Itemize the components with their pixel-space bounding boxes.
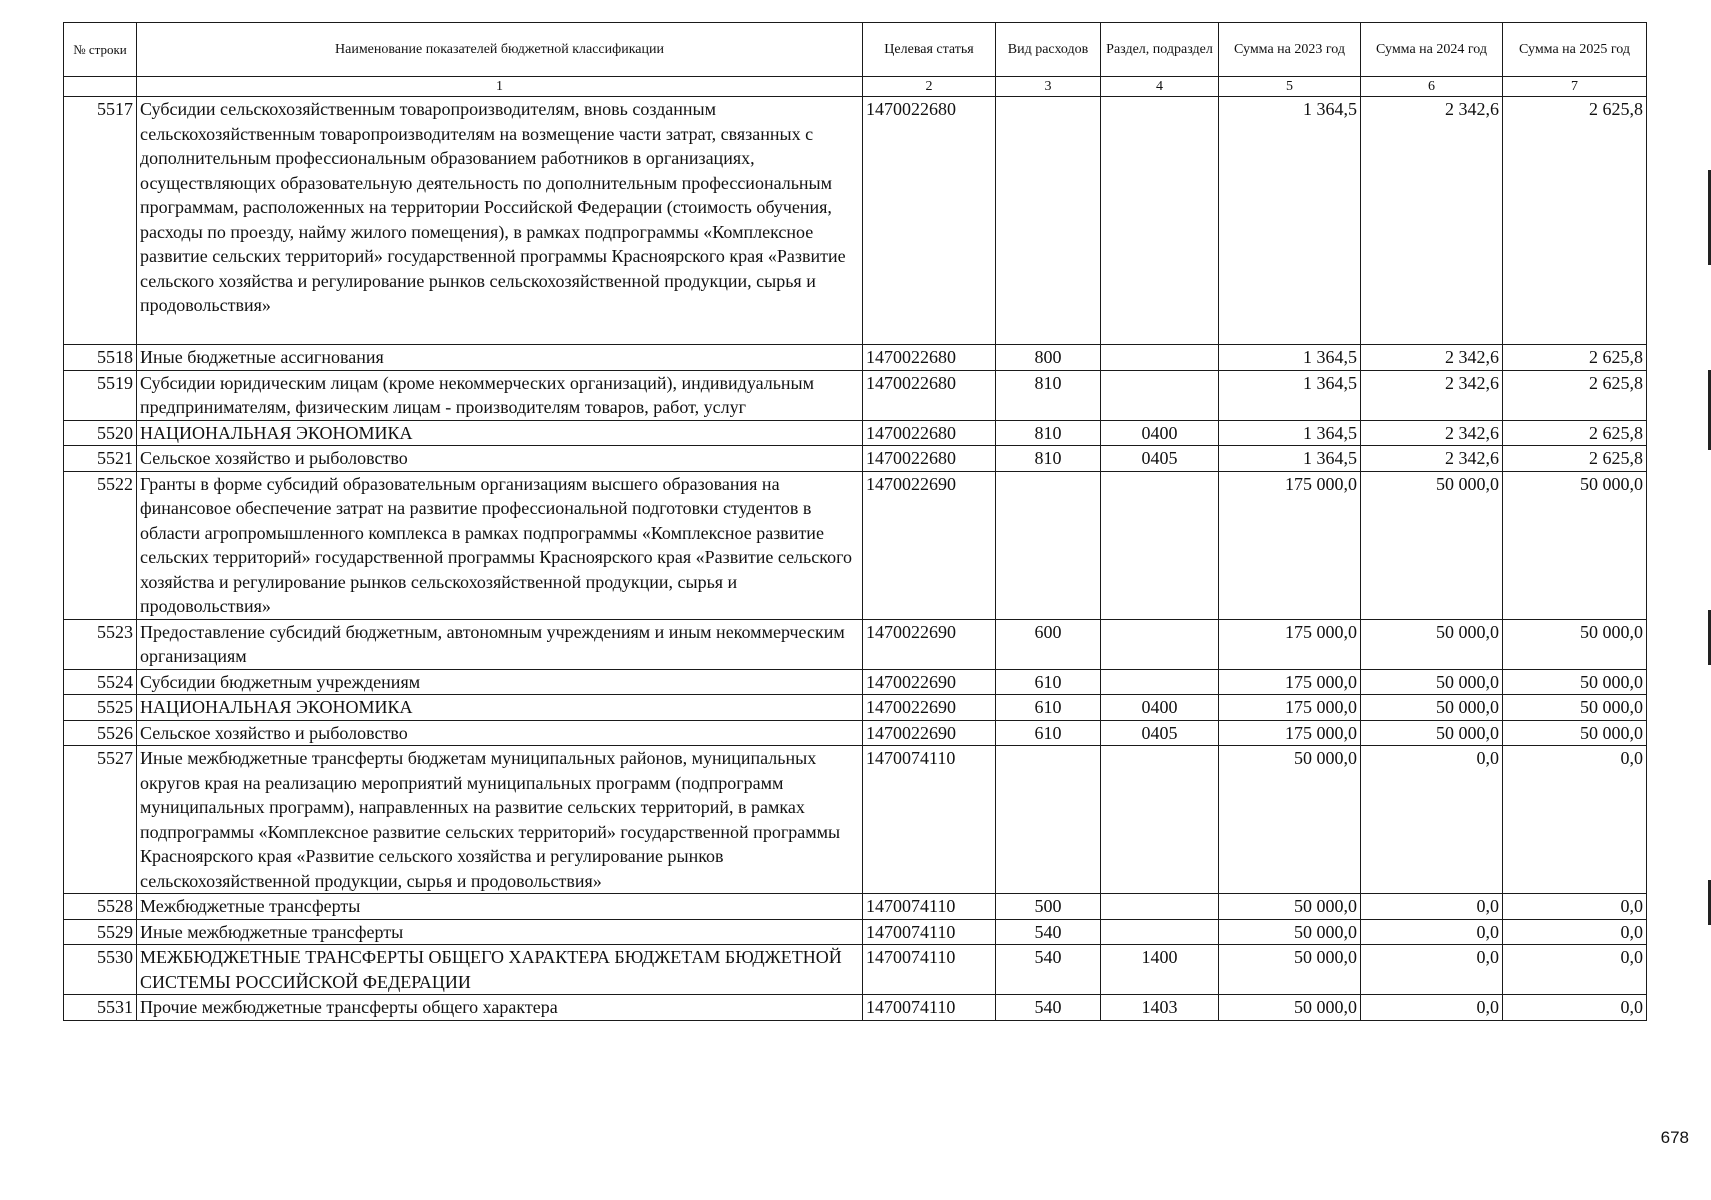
row-exp-type: 810	[996, 446, 1101, 472]
row-exp-type: 810	[996, 420, 1101, 446]
row-number: 5520	[64, 420, 137, 446]
row-exp-type: 610	[996, 720, 1101, 746]
row-sum-2025: 0,0	[1503, 995, 1647, 1021]
row-exp-type: 810	[996, 370, 1101, 420]
row-exp-type	[996, 746, 1101, 894]
row-sum-2024: 50 000,0	[1361, 669, 1503, 695]
row-number: 5524	[64, 669, 137, 695]
row-number: 5529	[64, 919, 137, 945]
row-section: 0405	[1101, 446, 1219, 472]
column-number: 6	[1361, 77, 1503, 97]
row-exp-type: 540	[996, 995, 1101, 1021]
table-row	[64, 894, 1647, 920]
row-number: 5519	[64, 370, 137, 420]
row-section: 0405	[1101, 720, 1219, 746]
row-target: 1470022680	[863, 97, 996, 345]
row-sum-2023: 1 364,5	[1219, 446, 1361, 472]
header-exp-type: Вид расходов	[996, 23, 1101, 77]
row-sum-2023: 50 000,0	[1219, 945, 1361, 995]
row-section	[1101, 471, 1219, 619]
row-sum-2024: 50 000,0	[1361, 471, 1503, 619]
row-name: Прочие межбюджетные трансферты общего характера	[137, 995, 863, 1021]
row-exp-type: 800	[996, 345, 1101, 371]
row-target: 1470074110	[863, 746, 996, 894]
row-sum-2025: 2 625,8	[1503, 345, 1647, 371]
row-number: 5523	[64, 619, 137, 669]
table-row	[64, 945, 1647, 995]
table-row	[64, 619, 1647, 669]
header-target: Целевая статья	[863, 23, 996, 77]
row-sum-2025: 2 625,8	[1503, 97, 1647, 345]
row-section	[1101, 370, 1219, 420]
row-number: 5531	[64, 995, 137, 1021]
table-row	[64, 995, 1647, 1021]
row-sum-2024: 2 342,6	[1361, 345, 1503, 371]
row-number: 5530	[64, 945, 137, 995]
row-sum-2024: 2 342,6	[1361, 446, 1503, 472]
row-sum-2024: 50 000,0	[1361, 695, 1503, 721]
row-target: 1470022690	[863, 720, 996, 746]
header-sum-2024: Сумма на 2024 год	[1361, 23, 1503, 77]
row-exp-type: 610	[996, 695, 1101, 721]
page-number: 678	[1660, 1128, 1689, 1147]
row-target: 1470022690	[863, 669, 996, 695]
row-sum-2023: 50 000,0	[1219, 894, 1361, 920]
table-row	[64, 370, 1647, 420]
header-name: Наименование показателей бюджетной классификации	[137, 23, 863, 77]
row-sum-2024: 2 342,6	[1361, 420, 1503, 446]
table-row	[64, 919, 1647, 945]
row-section: 0400	[1101, 420, 1219, 446]
row-exp-type: 540	[996, 945, 1101, 995]
row-sum-2023: 175 000,0	[1219, 669, 1361, 695]
row-number: 5527	[64, 746, 137, 894]
row-sum-2024: 0,0	[1361, 945, 1503, 995]
row-section: 1403	[1101, 995, 1219, 1021]
row-section	[1101, 345, 1219, 371]
header-section: Раздел, подраздел	[1101, 23, 1219, 77]
column-number: 1	[137, 77, 863, 97]
table-row	[64, 669, 1647, 695]
row-sum-2025: 0,0	[1503, 919, 1647, 945]
row-sum-2023: 50 000,0	[1219, 995, 1361, 1021]
row-section	[1101, 919, 1219, 945]
row-target: 1470022690	[863, 619, 996, 669]
header-sum-2025: Сумма на 2025 год	[1503, 23, 1647, 77]
row-sum-2023: 1 364,5	[1219, 97, 1361, 345]
row-sum-2025: 0,0	[1503, 894, 1647, 920]
row-sum-2025: 50 000,0	[1503, 619, 1647, 669]
row-name: НАЦИОНАЛЬНАЯ ЭКОНОМИКА	[137, 695, 863, 721]
row-section: 1400	[1101, 945, 1219, 995]
row-name: Предоставление субсидий бюджетным, автономным учреждениям и иным некоммерческим организациям	[137, 619, 863, 669]
row-name: Иные межбюджетные трансферты	[137, 919, 863, 945]
row-sum-2025: 0,0	[1503, 945, 1647, 995]
table-row	[64, 746, 1647, 894]
row-name: Иные межбюджетные трансферты бюджетам муниципальных районов, муниципальных округов края на реализацию мероприятий муниципальных программ (подпрограмм муниципальных программ), направленных на развитие сельских территорий, в рамках подпрограммы «Комплексное развитие сельских территорий» государственной программы Красноярского края «Развитие сельского хозяйства и регулирование рынков сельскохозяйственной продукции, сырья и продовольствия»	[137, 746, 863, 894]
row-exp-type: 500	[996, 894, 1101, 920]
row-name: МЕЖБЮДЖЕТНЫЕ ТРАНСФЕРТЫ ОБЩЕГО ХАРАКТЕРА БЮДЖЕТАМ БЮДЖЕТНОЙ СИСТЕМЫ РОССИЙСКОЙ ФЕДЕРАЦИИ	[137, 945, 863, 995]
row-name: Иные бюджетные ассигнования	[137, 345, 863, 371]
row-name: Сельское хозяйство и рыболовство	[137, 446, 863, 472]
row-target: 1470022690	[863, 695, 996, 721]
row-target: 1470074110	[863, 894, 996, 920]
row-sum-2023: 1 364,5	[1219, 370, 1361, 420]
table-row	[64, 720, 1647, 746]
row-sum-2023: 175 000,0	[1219, 471, 1361, 619]
row-target: 1470022680	[863, 370, 996, 420]
table-row	[64, 97, 1647, 345]
row-section	[1101, 619, 1219, 669]
column-number-row	[64, 77, 1647, 97]
row-sum-2024: 0,0	[1361, 894, 1503, 920]
row-name: НАЦИОНАЛЬНАЯ ЭКОНОМИКА	[137, 420, 863, 446]
row-sum-2024: 2 342,6	[1361, 370, 1503, 420]
row-number: 5518	[64, 345, 137, 371]
header-row-no: № строки	[64, 23, 137, 77]
row-sum-2023: 1 364,5	[1219, 420, 1361, 446]
row-number: 5525	[64, 695, 137, 721]
row-name: Субсидии сельскохозяйственным товаропроизводителям, вновь созданным сельскохозяйственным товаропроизводителям на возмещение части затрат, связанных с дополнительным профессиональным образованием работников в организациях, осуществляющих образовательную деятельность по дополнительным профессиональным программам, расположенных на территории Российской Федерации (стоимость обучения, расходы по проезду, найму жилого помещения), в рамках подпрограммы «Комплексное развитие сельских территорий» государственной программы Красноярского края «Развитие сельского хозяйства и регулирование рынков сельскохозяйственной продукции, сырья и продовольствия»	[137, 97, 863, 345]
row-sum-2023: 50 000,0	[1219, 919, 1361, 945]
table-header-row	[64, 23, 1647, 77]
header-sum-2023: Сумма на 2023 год	[1219, 23, 1361, 77]
row-sum-2023: 175 000,0	[1219, 695, 1361, 721]
row-sum-2024: 0,0	[1361, 919, 1503, 945]
row-number: 5526	[64, 720, 137, 746]
row-exp-type	[996, 471, 1101, 619]
row-section	[1101, 669, 1219, 695]
column-number: 2	[863, 77, 996, 97]
row-sum-2024: 0,0	[1361, 995, 1503, 1021]
row-number: 5521	[64, 446, 137, 472]
row-exp-type: 600	[996, 619, 1101, 669]
row-name: Гранты в форме субсидий образовательным организациям высшего образования на финансовое обеспечение затрат на развитие профессиональной подготовки студентов в области агропромышленного комплекса в рамках подпрограммы «Комплексное развитие сельских территорий» государственной программы Красноярского края «Развитие сельского хозяйства и регулирование рынков сельскохозяйственной продукции, сырья и продовольствия»	[137, 471, 863, 619]
row-section	[1101, 894, 1219, 920]
row-target: 1470074110	[863, 995, 996, 1021]
row-sum-2025: 50 000,0	[1503, 720, 1647, 746]
row-exp-type	[996, 97, 1101, 345]
column-number: 3	[996, 77, 1101, 97]
table-row	[64, 446, 1647, 472]
row-target: 1470074110	[863, 919, 996, 945]
table-row	[64, 420, 1647, 446]
row-sum-2023: 1 364,5	[1219, 345, 1361, 371]
row-sum-2025: 50 000,0	[1503, 695, 1647, 721]
row-target: 1470022690	[863, 471, 996, 619]
column-number: 7	[1503, 77, 1647, 97]
column-number: 4	[1101, 77, 1219, 97]
row-name: Субсидии бюджетным учреждениям	[137, 669, 863, 695]
row-sum-2025: 50 000,0	[1503, 471, 1647, 619]
row-sum-2024: 50 000,0	[1361, 619, 1503, 669]
row-name: Сельское хозяйство и рыболовство	[137, 720, 863, 746]
row-exp-type: 540	[996, 919, 1101, 945]
row-sum-2025: 2 625,8	[1503, 446, 1647, 472]
row-sum-2025: 50 000,0	[1503, 669, 1647, 695]
row-number: 5528	[64, 894, 137, 920]
row-sum-2024: 50 000,0	[1361, 720, 1503, 746]
column-number: 5	[1219, 77, 1361, 97]
table-row	[64, 471, 1647, 619]
row-sum-2023: 50 000,0	[1219, 746, 1361, 894]
row-exp-type: 610	[996, 669, 1101, 695]
row-sum-2024: 0,0	[1361, 746, 1503, 894]
row-number: 5522	[64, 471, 137, 619]
row-sum-2025: 2 625,8	[1503, 370, 1647, 420]
row-target: 1470022680	[863, 345, 996, 371]
budget-table	[63, 22, 1647, 1021]
row-number: 5517	[64, 97, 137, 345]
row-sum-2025: 2 625,8	[1503, 420, 1647, 446]
table-row	[64, 345, 1647, 371]
row-section	[1101, 97, 1219, 345]
row-section: 0400	[1101, 695, 1219, 721]
row-name: Субсидии юридическим лицам (кроме некоммерческих организаций), индивидуальным предпринимателям, физическим лицам - производителям товаров, работ, услуг	[137, 370, 863, 420]
row-section	[1101, 746, 1219, 894]
row-target: 1470022680	[863, 420, 996, 446]
row-sum-2025: 0,0	[1503, 746, 1647, 894]
row-sum-2023: 175 000,0	[1219, 619, 1361, 669]
row-sum-2024: 2 342,6	[1361, 97, 1503, 345]
column-number	[64, 77, 137, 97]
row-target: 1470074110	[863, 945, 996, 995]
row-name: Межбюджетные трансферты	[137, 894, 863, 920]
row-sum-2023: 175 000,0	[1219, 720, 1361, 746]
row-target: 1470022680	[863, 446, 996, 472]
table-row	[64, 695, 1647, 721]
